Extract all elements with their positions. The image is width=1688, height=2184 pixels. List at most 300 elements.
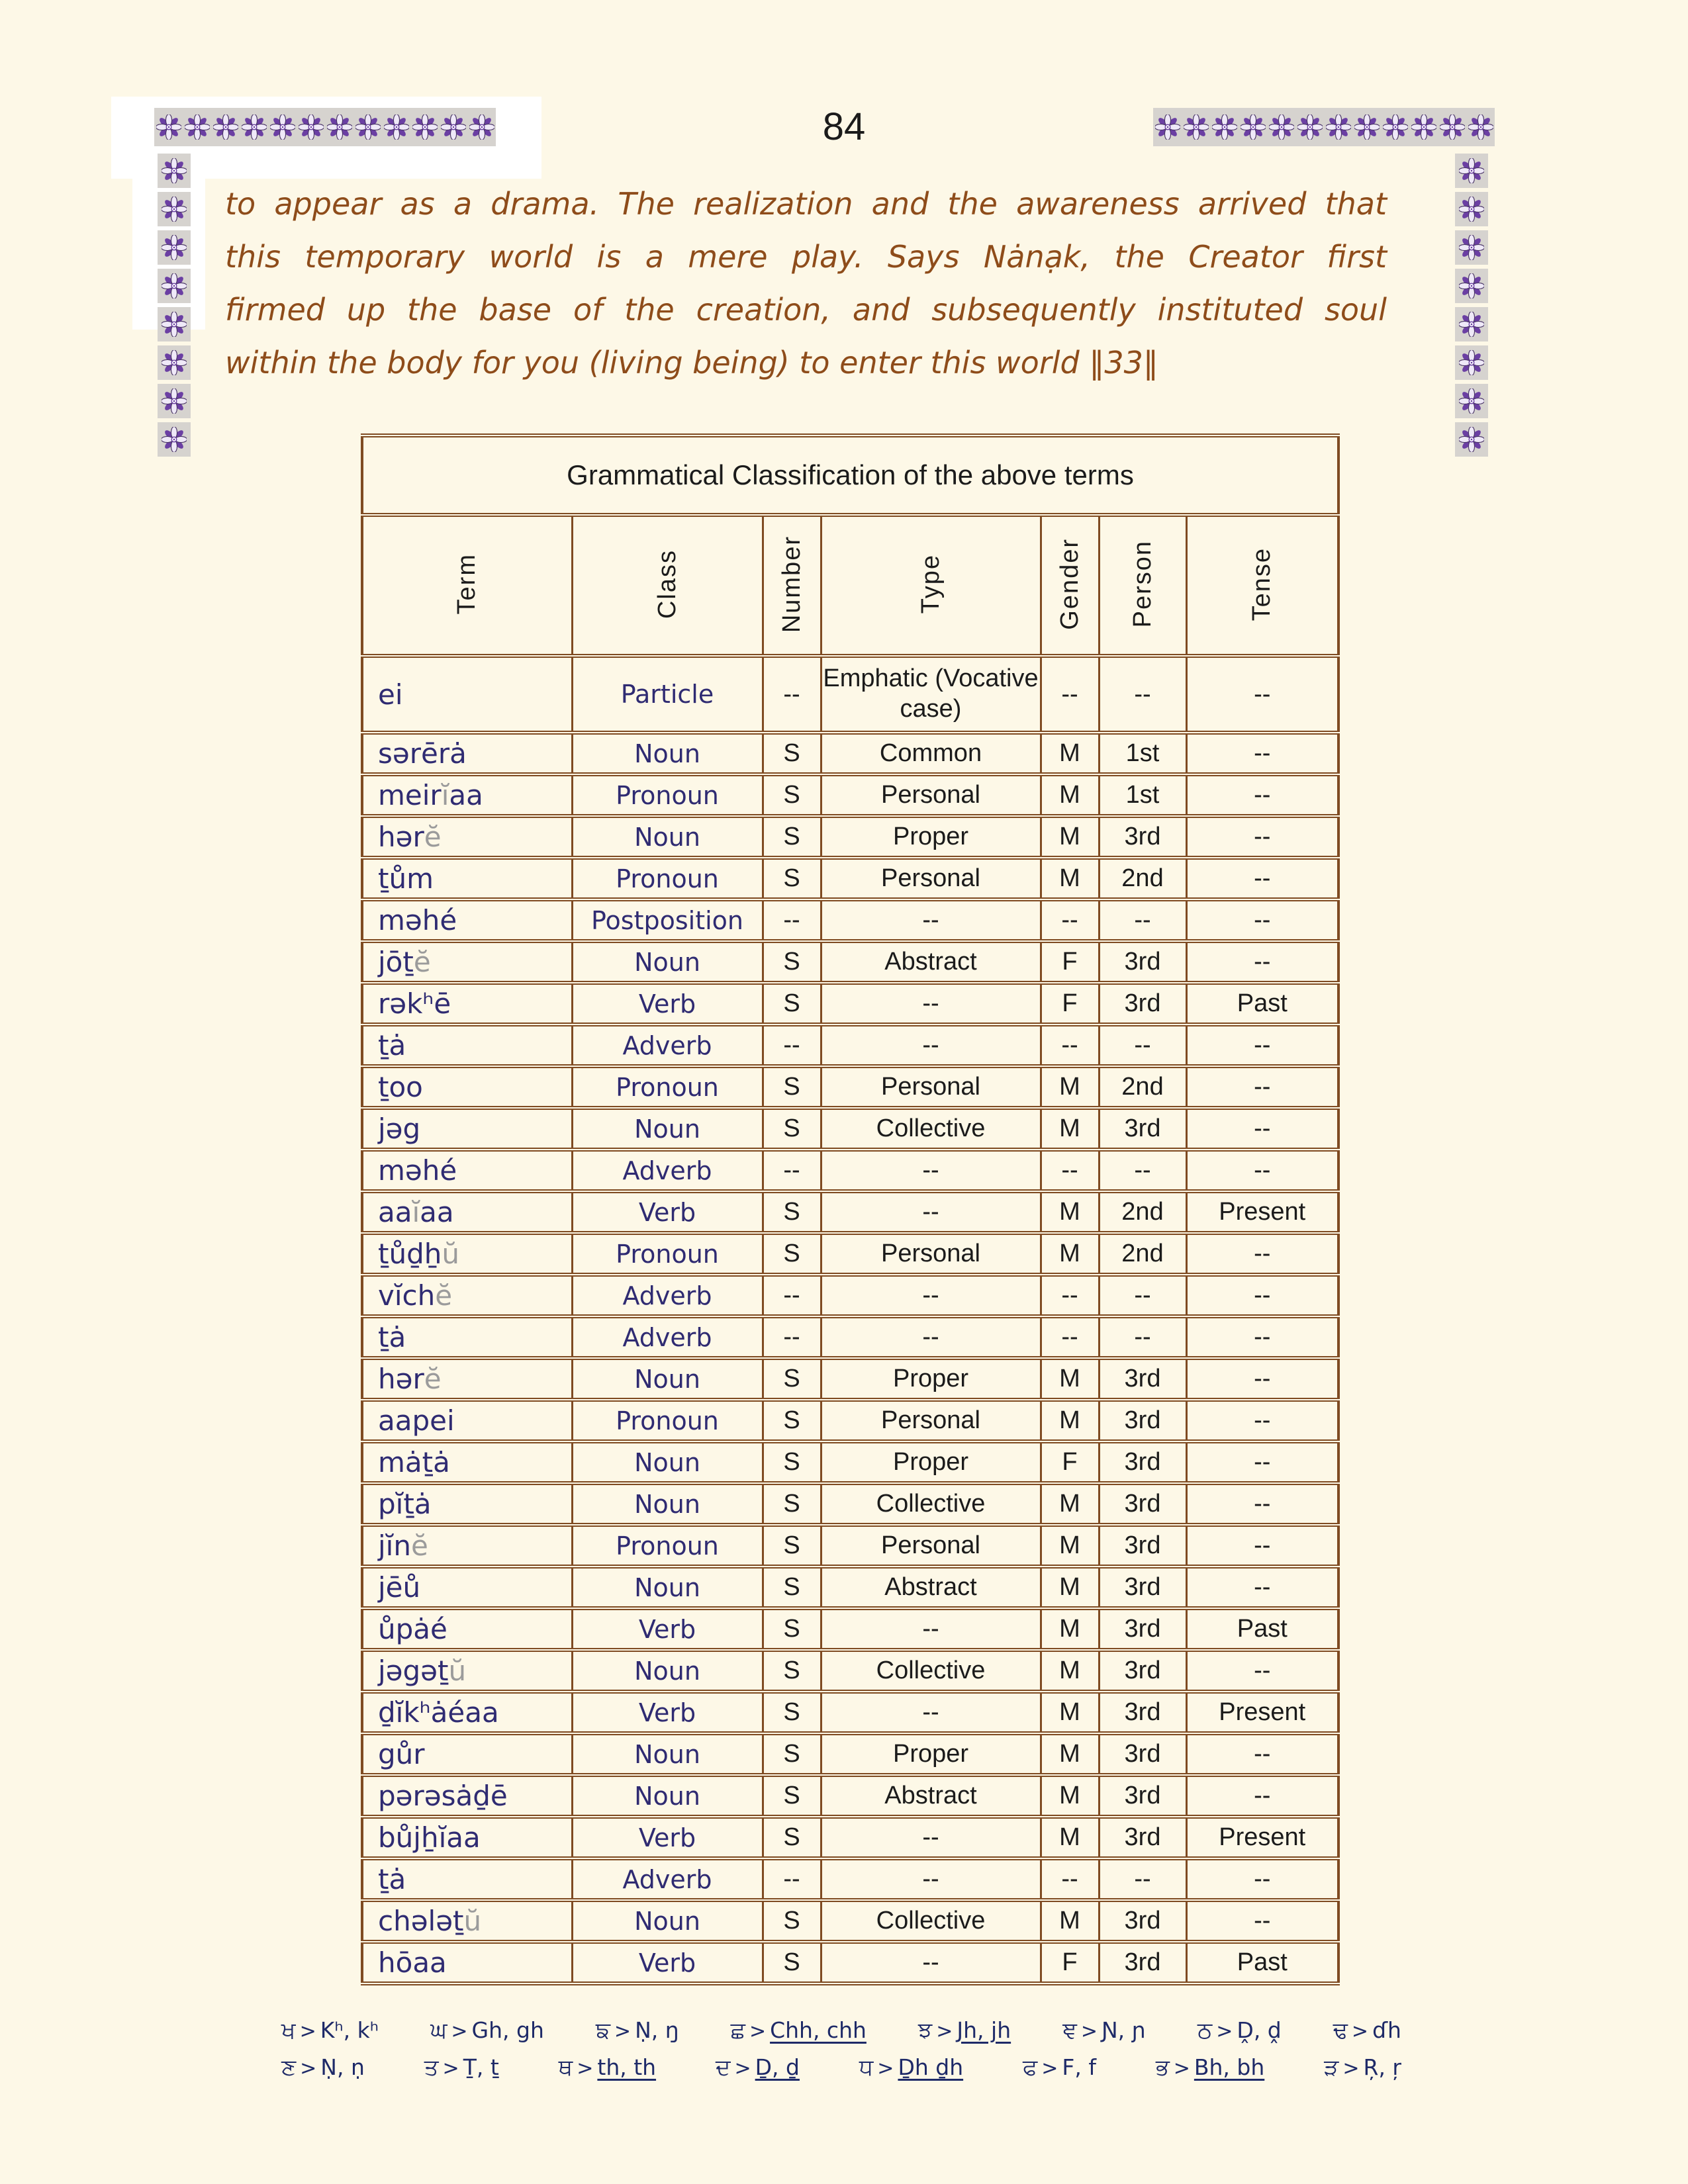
florette-ornament-icon (353, 108, 382, 146)
florette-ornament-icon (1455, 192, 1488, 226)
gender-cell: M (1041, 1066, 1099, 1108)
person-cell: -- (1099, 1275, 1186, 1316)
tense-cell: -- (1186, 899, 1338, 941)
gurmukhi-letter: ਧ (859, 2054, 874, 2081)
florette-ornament-icon (158, 384, 191, 418)
maps-to-arrow: > (451, 2020, 468, 2043)
type-cell: -- (821, 1858, 1041, 1900)
latin-equivalent: Jh, jh (957, 2017, 1011, 2043)
florette-ornament-icon (1455, 269, 1488, 303)
person-cell: 3rd (1099, 1108, 1186, 1150)
gender-cell: M (1041, 1775, 1099, 1817)
person-cell: 3rd (1099, 1483, 1186, 1525)
term-cell (362, 1275, 572, 1316)
table-row (362, 1441, 1338, 1483)
tense-cell: -- (1186, 1358, 1338, 1400)
florette-ornament-icon (240, 108, 268, 146)
term-text-segment: gůr (378, 1738, 425, 1770)
florette-ornament-icon (1295, 108, 1324, 146)
column-header-person (1099, 515, 1186, 656)
maps-to-arrow: > (734, 2057, 751, 2080)
florette-ornament-icon (1239, 108, 1267, 146)
florette-ornament-icon (1455, 345, 1488, 380)
table-row (362, 1775, 1338, 1817)
florette-ornament-icon (1409, 108, 1438, 146)
table-row (362, 1692, 1338, 1733)
type-cell: -- (821, 1150, 1041, 1191)
term-text-segment: aapei (378, 1404, 455, 1437)
class-cell: Particle (572, 656, 763, 733)
number-cell: S (763, 1817, 821, 1858)
class-cell: Noun (572, 733, 763, 774)
maps-to-arrow: > (749, 2020, 767, 2043)
tense-cell: -- (1186, 941, 1338, 983)
class-cell: Noun (572, 816, 763, 858)
term-text-segment: ĕ (424, 1363, 442, 1395)
latin-equivalent: Ḏ, ḏ (755, 2054, 800, 2080)
table-row (362, 941, 1338, 983)
term-cell (362, 1191, 572, 1233)
maps-to-arrow: > (300, 2057, 317, 2080)
gurmukhi-letter: ਞ (1062, 2017, 1077, 2044)
tense-cell: Present (1186, 1692, 1338, 1733)
number-cell: S (763, 774, 821, 816)
term-cell (362, 1441, 572, 1483)
legend-item (559, 2054, 656, 2081)
term-text-segment: ŭ (442, 1238, 459, 1270)
column-header-label: Type (916, 554, 945, 614)
gurmukhi-letter: ਖ (281, 2017, 296, 2044)
term-text-segment: ṯȧ (378, 1321, 406, 1353)
term-text-segment: ṯȧ (378, 1029, 406, 1062)
paragraph-line: within the body for you (living being) to enter this world ‖33‖ (225, 345, 1158, 381)
tense-cell: -- (1186, 1733, 1338, 1775)
number-cell: S (763, 1441, 821, 1483)
number-cell: S (763, 1191, 821, 1233)
table-row (362, 733, 1338, 774)
class-cell: Adverb (572, 1858, 763, 1900)
maps-to-arrow: > (614, 2020, 632, 2043)
paragraph-line: to appear as a drama. The realization and the awareness arrived that (225, 186, 1387, 222)
gender-cell: M (1041, 1650, 1099, 1692)
type-cell: Collective (821, 1900, 1041, 1942)
type-cell: -- (821, 1024, 1041, 1066)
table-row (362, 1024, 1338, 1066)
florette-ornament-icon (1455, 384, 1488, 418)
legend-item (1324, 2054, 1401, 2081)
term-cell (362, 1858, 572, 1900)
class-cell: Verb (572, 1817, 763, 1858)
term-text-segment: ĭ (412, 1196, 420, 1228)
term-text-segment: jēů (378, 1571, 421, 1604)
term-cell (362, 899, 572, 941)
legend-item (424, 2054, 499, 2081)
class-cell: Adverb (572, 1024, 763, 1066)
term-text-segment: jəg (378, 1113, 421, 1145)
term-cell (362, 1608, 572, 1650)
legend-item (716, 2054, 800, 2081)
type-cell: Collective (821, 1650, 1041, 1692)
term-cell (362, 941, 572, 983)
gender-cell: -- (1041, 1316, 1099, 1358)
person-cell: 2nd (1099, 1233, 1186, 1275)
gender-cell: M (1041, 1191, 1099, 1233)
table-header-row (362, 515, 1338, 656)
term-cell (362, 1650, 572, 1692)
number-cell: S (763, 1650, 821, 1692)
number-cell: S (763, 1066, 821, 1108)
page-number: 84 (822, 105, 866, 148)
type-cell: -- (821, 1817, 1041, 1858)
tense-cell: -- (1186, 1024, 1338, 1066)
legend-item (859, 2054, 963, 2081)
term-text-segment: vĭch (378, 1279, 436, 1312)
florette-ornament-icon (1455, 422, 1488, 457)
gender-cell: -- (1041, 1275, 1099, 1316)
florette-ornament-icon (1153, 108, 1182, 146)
tense-cell: Past (1186, 1608, 1338, 1650)
florette-ornament-icon (1455, 307, 1488, 341)
type-cell: Collective (821, 1108, 1041, 1150)
latin-equivalent: Bh, bh (1194, 2054, 1265, 2080)
person-cell: 3rd (1099, 1441, 1186, 1483)
gender-cell: M (1041, 1108, 1099, 1150)
term-cell (362, 774, 572, 816)
column-header-label: Term (453, 553, 481, 615)
term-cell (362, 1942, 572, 1983)
type-cell: Personal (821, 858, 1041, 899)
gurmukhi-letter: ਢ (1333, 2017, 1348, 2044)
legend-item (596, 2017, 679, 2044)
maps-to-arrow: > (1216, 2020, 1233, 2043)
person-cell: -- (1099, 656, 1186, 733)
tense-cell: -- (1186, 1066, 1338, 1108)
class-cell: Pronoun (572, 774, 763, 816)
tense-cell: -- (1186, 858, 1338, 899)
florette-ornament-icon (1455, 154, 1488, 188)
table-row (362, 1358, 1338, 1400)
number-cell: -- (763, 899, 821, 941)
term-text-segment: hōaa (378, 1946, 447, 1979)
term-text-segment: meir (378, 779, 442, 811)
florette-ornament-icon (158, 307, 191, 341)
gender-cell: M (1041, 774, 1099, 816)
class-cell: Noun (572, 1441, 763, 1483)
florette-ornament-icon (1324, 108, 1352, 146)
florette-ornament-icon (158, 269, 191, 303)
type-cell: -- (821, 1191, 1041, 1233)
legend-item (731, 2017, 867, 2044)
tense-cell: -- (1186, 1483, 1338, 1525)
florette-ornament-icon (1210, 108, 1239, 146)
tense-cell: Present (1186, 1817, 1338, 1858)
column-header-term (362, 515, 572, 656)
class-cell: Adverb (572, 1275, 763, 1316)
gender-cell: -- (1041, 656, 1099, 733)
column-header-class (572, 515, 763, 656)
type-cell: Personal (821, 1525, 1041, 1567)
legend-item (281, 2054, 365, 2081)
class-cell: Noun (572, 1733, 763, 1775)
latin-equivalent: Ḓ, ḓ (1237, 2017, 1282, 2043)
term-cell (362, 1567, 572, 1608)
number-cell: -- (763, 1858, 821, 1900)
term-text-segment: jəgəṯ (378, 1655, 449, 1687)
ornament-border-top-left (154, 108, 496, 146)
latin-equivalent: Ṇ, ṇ (320, 2054, 365, 2080)
table-row (362, 1858, 1338, 1900)
maps-to-arrow: > (1041, 2057, 1058, 2080)
term-cell (362, 1733, 572, 1775)
legend-line-1 (281, 2017, 1401, 2044)
florette-ornament-icon (382, 108, 410, 146)
florette-ornament-icon (158, 192, 191, 226)
latin-equivalent: Ṯ, ṯ (463, 2054, 499, 2080)
term-cell (362, 1150, 572, 1191)
person-cell: 3rd (1099, 983, 1186, 1024)
number-cell: S (763, 733, 821, 774)
term-text-segment: ṯůḏẖ (378, 1238, 442, 1270)
tense-cell: -- (1186, 774, 1338, 816)
florette-ornament-icon (325, 108, 353, 146)
florette-ornament-icon (1182, 108, 1210, 146)
term-cell (362, 1316, 572, 1358)
column-header-number (763, 515, 821, 656)
term-text-segment: pĭṯȧ (378, 1488, 432, 1520)
florette-ornament-icon (1352, 108, 1381, 146)
florette-ornament-icon (158, 154, 191, 188)
term-cell (362, 1692, 572, 1733)
maps-to-arrow: > (577, 2057, 594, 2080)
class-cell: Verb (572, 1608, 763, 1650)
gurmukhi-letter: ਦ (715, 2054, 731, 2081)
tense-cell: -- (1186, 1567, 1338, 1608)
gurmukhi-letter: ਘ (430, 2017, 447, 2044)
florette-ornament-icon (439, 108, 467, 146)
term-cell (362, 1900, 572, 1942)
number-cell: S (763, 1900, 821, 1942)
type-cell: -- (821, 1608, 1041, 1650)
term-text-segment: ĕ (435, 1279, 453, 1312)
ornament-border-left (158, 154, 191, 457)
tense-cell: -- (1186, 1233, 1338, 1275)
table-row (362, 1191, 1338, 1233)
term-text-segment: aa (449, 779, 483, 811)
term-text-segment: jĭn (378, 1529, 411, 1562)
type-cell: -- (821, 983, 1041, 1024)
florette-ornament-icon (1381, 108, 1409, 146)
term-cell (362, 983, 572, 1024)
latin-equivalent: Ṇ, ŋ (635, 2017, 679, 2043)
gender-cell: -- (1041, 1150, 1099, 1191)
table-row (362, 816, 1338, 858)
term-text-segment: məhé (378, 1154, 457, 1187)
number-cell: S (763, 1692, 821, 1733)
term-text-segment: mȧṯȧ (378, 1446, 450, 1479)
number-cell: S (763, 983, 821, 1024)
term-text-segment: ŭ (463, 1905, 482, 1937)
florette-ornament-icon (467, 108, 496, 146)
term-cell (362, 1525, 572, 1567)
tense-cell: Present (1186, 1191, 1338, 1233)
gurmukhi-letter: ਙ (595, 2017, 610, 2044)
term-text-segment: aa (378, 1196, 412, 1228)
type-cell: Abstract (821, 941, 1041, 983)
tense-cell: Past (1186, 983, 1338, 1024)
table-row (362, 1817, 1338, 1858)
tense-cell: -- (1186, 1775, 1338, 1817)
class-cell: Verb (572, 1692, 763, 1733)
table-row (362, 1567, 1338, 1608)
number-cell: S (763, 1775, 821, 1817)
gurmukhi-letter: ਝ (917, 2017, 933, 2044)
gender-cell: M (1041, 1358, 1099, 1400)
type-cell: -- (821, 899, 1041, 941)
term-text-segment: ŭ (448, 1655, 467, 1687)
type-cell: Personal (821, 1400, 1041, 1441)
term-cell (362, 816, 572, 858)
term-text-segment: bůjẖĭaa (378, 1821, 481, 1854)
class-cell: Pronoun (572, 1525, 763, 1567)
gender-cell: M (1041, 1400, 1099, 1441)
gender-cell: F (1041, 1942, 1099, 1983)
tense-cell: -- (1186, 1400, 1338, 1441)
table-row (362, 1150, 1338, 1191)
term-text-segment: ei (378, 678, 403, 711)
type-cell: Emphatic (Vocative case) (821, 656, 1041, 733)
type-cell: Abstract (821, 1775, 1041, 1817)
type-cell: Collective (821, 1483, 1041, 1525)
number-cell: S (763, 1525, 821, 1567)
person-cell: 3rd (1099, 1817, 1186, 1858)
table-row (362, 1733, 1338, 1775)
gurmukhi-letter: ਛ (730, 2017, 745, 2044)
number-cell: -- (763, 656, 821, 733)
number-cell: S (763, 816, 821, 858)
latin-equivalent: Chh, chh (770, 2017, 867, 2043)
number-cell: S (763, 1608, 821, 1650)
type-cell: -- (821, 1275, 1041, 1316)
legend-item (918, 2017, 1011, 2044)
type-cell: Proper (821, 816, 1041, 858)
florette-ornament-icon (183, 108, 211, 146)
class-cell: Pronoun (572, 858, 763, 899)
gender-cell: F (1041, 983, 1099, 1024)
maps-to-arrow: > (1080, 2020, 1098, 2043)
table-row (362, 656, 1338, 733)
table-row (362, 1483, 1338, 1525)
class-cell: Noun (572, 1900, 763, 1942)
gender-cell: M (1041, 816, 1099, 858)
florette-ornament-icon (211, 108, 240, 146)
table-row (362, 1108, 1338, 1150)
florette-ornament-icon (1267, 108, 1295, 146)
class-cell: Verb (572, 983, 763, 1024)
florette-ornament-icon (1466, 108, 1495, 146)
person-cell: -- (1099, 899, 1186, 941)
tense-cell: -- (1186, 1900, 1338, 1942)
term-text-segment: sərērȧ (378, 737, 467, 770)
table-title-row (362, 435, 1338, 515)
person-cell: 3rd (1099, 1692, 1186, 1733)
gender-cell: M (1041, 1525, 1099, 1567)
person-cell: 3rd (1099, 1358, 1186, 1400)
legend-item (1156, 2054, 1264, 2081)
gurmukhi-letter: ਭ (1155, 2054, 1170, 2081)
term-text-segment: aa (420, 1196, 454, 1228)
gurmukhi-letter: ਣ (281, 2054, 297, 2081)
person-cell: 1st (1099, 733, 1186, 774)
commentary-paragraph (225, 177, 1387, 389)
class-cell: Pronoun (572, 1400, 763, 1441)
class-cell: Noun (572, 1108, 763, 1150)
tense-cell: -- (1186, 733, 1338, 774)
term-cell (362, 1358, 572, 1400)
column-header-label: Person (1128, 540, 1156, 628)
class-cell: Adverb (572, 1150, 763, 1191)
term-cell (362, 1066, 572, 1108)
person-cell: 2nd (1099, 1066, 1186, 1108)
table-row (362, 1900, 1338, 1942)
number-cell: S (763, 858, 821, 899)
latin-equivalent: Ḏh ḏh (898, 2054, 964, 2080)
number-cell: S (763, 1483, 821, 1525)
class-cell: Adverb (572, 1316, 763, 1358)
legend-item (1023, 2054, 1096, 2081)
term-text-segment: ůpȧé (378, 1613, 447, 1645)
class-cell: Pronoun (572, 1233, 763, 1275)
gender-cell: M (1041, 1567, 1099, 1608)
legend-item (430, 2017, 544, 2044)
maps-to-arrow: > (1342, 2057, 1360, 2080)
legend-item (1062, 2017, 1146, 2044)
number-cell: S (763, 1733, 821, 1775)
term-text-segment: ṯům (378, 862, 434, 895)
tense-cell: -- (1186, 816, 1338, 858)
term-cell (362, 1400, 572, 1441)
table-row (362, 1525, 1338, 1567)
person-cell: 3rd (1099, 1608, 1186, 1650)
person-cell: -- (1099, 1316, 1186, 1358)
class-cell: Verb (572, 1191, 763, 1233)
florette-ornament-icon (1438, 108, 1466, 146)
legend-item (281, 2017, 379, 2044)
gurmukhi-letter: ਥ (558, 2054, 573, 2081)
number-cell: S (763, 1233, 821, 1275)
florette-ornament-icon (158, 345, 191, 380)
person-cell: 3rd (1099, 1733, 1186, 1775)
florette-ornament-icon (1455, 230, 1488, 265)
table-title: Grammatical Classification of the above terms (362, 435, 1338, 515)
gender-cell: M (1041, 733, 1099, 774)
term-text-segment: ḏĭkʰȧéaa (378, 1696, 499, 1729)
gender-cell: -- (1041, 1024, 1099, 1066)
maps-to-arrow: > (299, 2020, 316, 2043)
gender-cell: M (1041, 1692, 1099, 1733)
gender-cell: M (1041, 1900, 1099, 1942)
number-cell: -- (763, 1150, 821, 1191)
term-text-segment: pərəsȧḏē (378, 1780, 508, 1812)
column-header-label: Number (777, 535, 806, 633)
term-cell (362, 1817, 572, 1858)
gender-cell: M (1041, 1233, 1099, 1275)
number-cell: S (763, 1942, 821, 1983)
table-row (362, 1608, 1338, 1650)
gender-cell: M (1041, 1608, 1099, 1650)
term-text-segment: ĭ (441, 779, 449, 811)
class-cell: Noun (572, 941, 763, 983)
tense-cell: -- (1186, 656, 1338, 733)
